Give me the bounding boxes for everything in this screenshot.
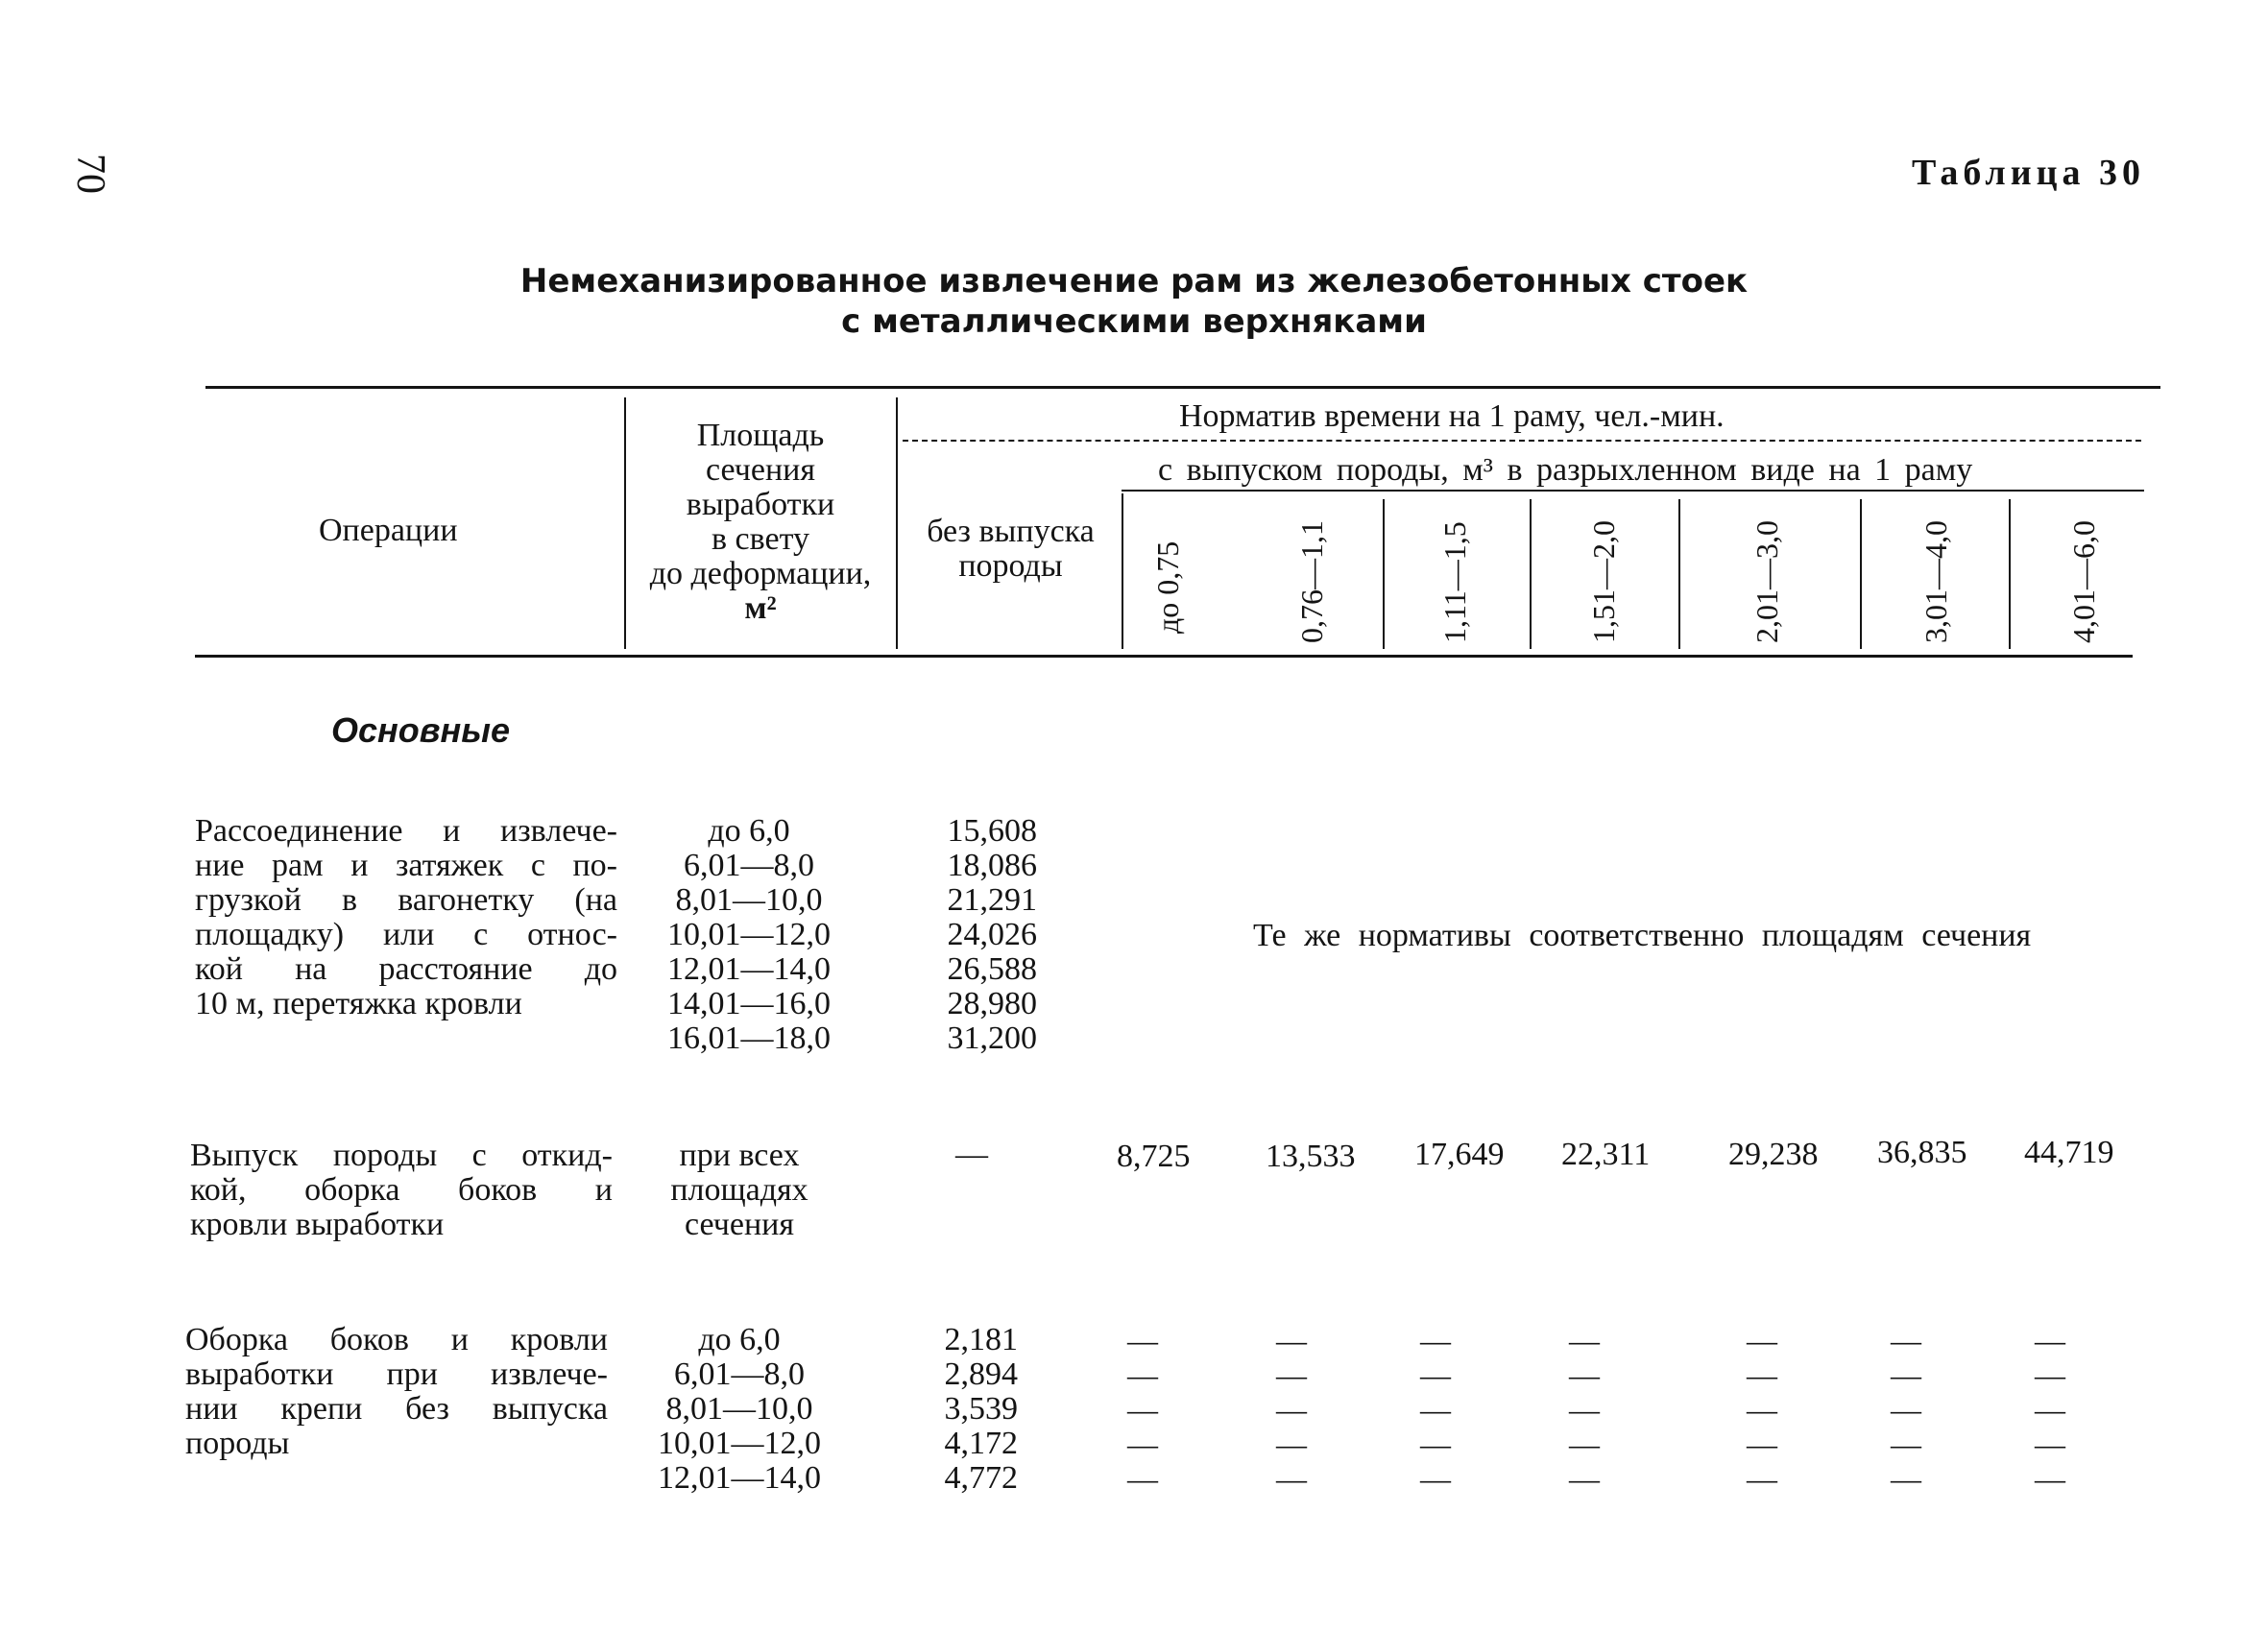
header-bottom-rule [195,655,2133,658]
dash-cell: — [1747,1357,1777,1392]
table-title [0,261,2268,342]
header-divider-v4 [1678,499,1680,649]
area-value: 12,01—14,0 [658,1460,821,1496]
dash-cell: — [1891,1357,1921,1392]
dash-cell: — [1891,1323,1921,1357]
same-norms-note: Те же нормативы соответственно площадям сечения [1253,918,2032,953]
norm-value: 4,772 [944,1460,1018,1496]
dash-cell: — [1276,1357,1307,1392]
without-release-dash: — [955,1137,988,1172]
page-number: 70 [68,154,112,194]
header-area [615,419,906,626]
dash-cell: — [1276,1461,1307,1496]
without-release-list [912,1323,1018,1496]
norm-value: 26,588 [947,951,1037,987]
title-line-1: Немеханизированное извлечение рам из железобетонных стоек [519,262,1749,300]
volume-range-header: 0,76—1,1 [1294,520,1329,643]
volume-range-header: до 0,75 [1150,540,1185,634]
dash-cell: — [1276,1427,1307,1461]
dash-cell: — [1747,1323,1777,1357]
dash-column [1733,1323,1791,1496]
header-top-rule [205,386,2160,389]
header-divider-v6 [2009,499,2011,649]
dash-column [1877,1323,1935,1496]
dash-cell: — [1891,1392,1921,1427]
area-value: 16,01—18,0 [667,1020,831,1056]
operation-line: породы [185,1426,290,1461]
header-divider-v2 [1383,499,1385,649]
operation-line: нии крепи без выпуска [185,1391,608,1427]
volume-range-header: 3,01—4,0 [1918,520,1953,643]
area-value: до 6,0 [708,813,790,849]
norm-value: 18,086 [947,848,1037,883]
header-area-line: Площадь [696,418,825,453]
volume-range-header: 2,01—3,0 [1749,520,1784,643]
area-value: при всех [679,1138,800,1173]
operation-line: кой, оборка боков и [190,1172,613,1208]
header-without-release [903,515,1119,584]
dash-cell: — [1420,1461,1451,1496]
dash-cell: — [1127,1392,1158,1427]
dash-cell: — [1127,1461,1158,1496]
table-label: Таблица 30 [1911,153,2145,193]
dash-cell: — [1420,1357,1451,1392]
dash-cell: — [1127,1427,1158,1461]
header-with-release: с выпуском породы, м³ в разрыхленном виде на 1 раму [1158,452,1973,488]
area-value: сечения [685,1207,794,1242]
operation-description [195,814,617,1021]
dash-cell: — [2035,1461,2065,1496]
header-operations: Операции [319,513,458,548]
dash-column [1114,1323,1171,1496]
release-value: 29,238 [1728,1137,1819,1172]
dash-cell: — [2035,1323,2065,1357]
release-value: 17,649 [1414,1137,1505,1172]
operation-line: кой на расстояние до [195,951,617,987]
operation-line: Выпуск породы с откид- [190,1138,613,1173]
norm-value: 2,181 [944,1322,1018,1357]
norm-value: 4,172 [944,1426,1018,1461]
header-divider-norm [1122,493,1123,649]
operation-line: выработки при извлече- [185,1356,608,1392]
norm-value: 24,026 [947,917,1037,952]
header-divider-v3 [1530,499,1532,649]
release-value: 36,835 [1877,1135,1967,1170]
header-without-release-line: без выпуска [927,514,1095,549]
without-release-list [912,814,1037,1056]
dash-cell: — [1569,1323,1600,1357]
dash-column [1407,1323,1464,1496]
norm-value: 28,980 [947,986,1037,1021]
dash-cell: — [1569,1357,1600,1392]
operation-line: 10 м, перетяжка кровли [195,986,522,1021]
area-value: 8,01—10,0 [675,882,823,918]
operation-line: кровли выработки [190,1207,445,1242]
operation-line: грузкой в вагонетку (на [195,882,617,918]
header-area-line: до деформации, [649,556,872,591]
area-value: до 6,0 [698,1322,781,1357]
dash-cell: — [1420,1392,1451,1427]
header-area-line: сечения [706,452,815,488]
dash-cell: — [2035,1357,2065,1392]
release-value: 44,719 [2024,1135,2114,1170]
dash-cell: — [1569,1461,1600,1496]
norm-value: 21,291 [947,882,1037,918]
header-without-release-line: породы [958,548,1063,584]
dash-cell: — [2035,1427,2065,1461]
dash-cell: — [1420,1323,1451,1357]
dash-cell: — [1127,1357,1158,1392]
dash-column [1556,1323,1613,1496]
release-value: 8,725 [1117,1139,1191,1174]
title-line-2: с металлическими верхняками [841,302,1427,341]
area-value: площадях [670,1172,808,1208]
dash-column [1263,1323,1320,1496]
area-value: 8,01—10,0 [665,1391,813,1427]
norm-underline [903,440,2141,442]
area-value: 6,01—8,0 [684,848,814,883]
area-value: 6,01—8,0 [674,1356,805,1392]
header-area-line: м² [744,590,777,626]
dash-cell: — [1747,1392,1777,1427]
dash-cell: — [1127,1323,1158,1357]
area-value: 10,01—12,0 [667,917,831,952]
operation-line: ние рам и затяжек с по- [195,848,617,883]
dash-cell: — [1276,1392,1307,1427]
norm-value: 3,539 [944,1391,1018,1427]
release-underline [1122,490,2144,492]
dash-cell: — [1747,1427,1777,1461]
section-heading: Основные [331,710,511,750]
volume-range-header: 4,01—6,0 [2066,520,2101,643]
area-list [634,814,864,1056]
operation-description [185,1323,608,1461]
header-norm: Норматив времени на 1 раму, чел.-мин. [1179,398,1725,434]
area-value: 14,01—16,0 [667,986,831,1021]
operation-line: Рассоединение и извлече- [195,813,617,849]
header-divider-v5 [1860,499,1862,649]
dash-cell: — [1747,1461,1777,1496]
norm-value: 31,200 [947,1020,1037,1056]
area-value: 10,01—12,0 [658,1426,821,1461]
volume-range-header: 1,51—2,0 [1586,520,1621,643]
dash-cell: — [1276,1323,1307,1357]
norm-value: 2,894 [944,1356,1018,1392]
header-area-line: в свету [712,521,809,557]
area-value: 12,01—14,0 [667,951,831,987]
dash-cell: — [1891,1461,1921,1496]
area-list [624,1323,855,1496]
area-list [634,1139,845,1242]
norm-value: 15,608 [947,813,1037,849]
dash-cell: — [1569,1392,1600,1427]
dash-cell: — [1569,1427,1600,1461]
header-area-line: выработки [686,487,835,522]
operation-description [190,1139,613,1242]
volume-range-header: 1,11—1,5 [1437,521,1472,643]
dash-cell: — [2035,1392,2065,1427]
dash-column [2021,1323,2079,1496]
operation-line: Оборка боков и кровли [185,1322,608,1357]
release-value: 22,311 [1561,1137,1651,1172]
release-value: 13,533 [1266,1139,1356,1174]
dash-cell: — [1420,1427,1451,1461]
operation-line: площадку) или с относ- [195,917,617,952]
dash-cell: — [1891,1427,1921,1461]
